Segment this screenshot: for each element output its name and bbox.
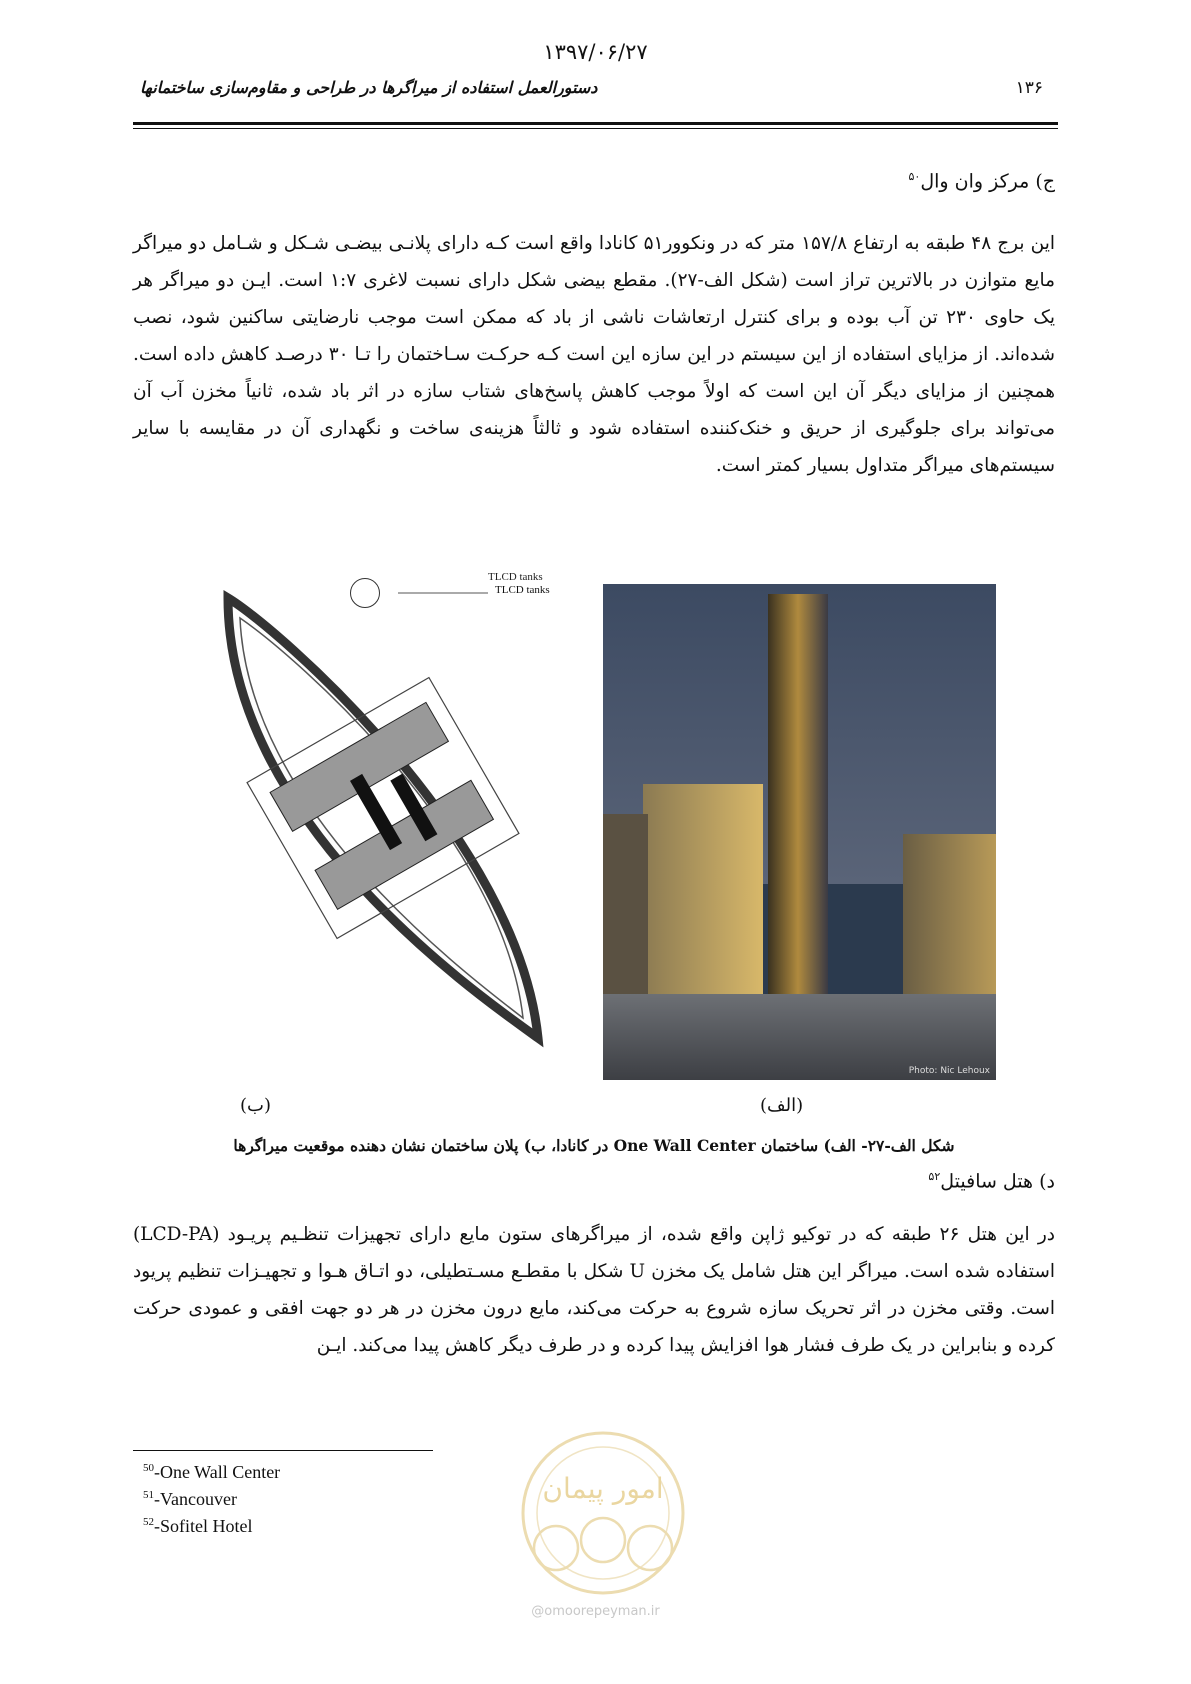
- page-number: ۱۳۶: [1015, 78, 1043, 98]
- page-date: ۱۳۹۷/۰۶/۲۷: [543, 40, 648, 64]
- tlcd-tanks-label: TLCD tanks: [488, 571, 543, 583]
- section-d-paragraph: در این هتل ۲۶ طبقه که در توکیو ژاپن واقع شده، از میراگرهای ستون مایع دارای تجهیزات تنظـیم پریـود (LCD-PA) استفاده شده است. میراگر این هتل شامل یک مخزن U شکل با مقطـع مسـتطیلی، دو اتـاق هـوا و تجهیـزات تنظیم پریود است. وقتی مخزن در اثر تحریک سازه شروع به حرکت می‌کند، مایع درون مخزن در هر دو جهت افقی و عمودی حرکت کرده و بنابراین در یک طرف فشار هوا افزایش پیدا کرده و در طرف دیگر کاهش پیدا می‌کند. ایـن: [133, 1224, 1056, 1356]
- section-c-paragraph: این برج ۴۸ طبقه به ارتفاع ۱۵۷/۸ متر که در ونکوور۵۱ کانادا واقع است کـه دارای پلانـی بیضـی شـکل و شـامل دو میراگر مایع متوازن در بالاترین تراز است (شکل الف-۲۷). مقطع بیضی شکل دارای نسبت لاغری ۱:۷ است. ایـن دو میراگر هر یک حاوی ۲۳۰ تن آب بوده و برای کنترل ارتعاشات ناشی از باد که ممکن است موجب نارضایتی ساکنین شود، نصب شده‌اند. از مزایای استفاده از این سیستم در این سازه این است کـه حرکـت سـاختمان را تـا ۳۰ درصـد کاهش داده است. همچنین از مزایای دیگر آن این است که اولاً موجب کاهش پاسخ‌های شتاب سازه در اثر باد شده، ثانیاً مخزن آب آن می‌تواند برای جلوگیری از حریق و خنک‌کننده استفاده شود و ثالثاً هزینه‌ی ساخت و نگهداری آن در مقایسه با سایر سیستم‌های میراگر متداول بسیار کمتر است.: [133, 233, 1055, 476]
- north-arrow-icon: [350, 578, 380, 608]
- figure-label-b: (ب): [240, 1095, 271, 1116]
- watermark-text: امور پیمان: [542, 1472, 664, 1505]
- tlcd-tanks-callout: TLCD tanks: [495, 584, 550, 596]
- section-d-heading-text: د) هتل سافیتل: [940, 1170, 1055, 1193]
- building-plan-drawing: [218, 571, 573, 1053]
- header-rule-thick: [133, 122, 1058, 125]
- section-c-heading-text: ج) مرکز وان وال: [920, 170, 1055, 193]
- footnote-text: -Vancouver: [154, 1489, 237, 1509]
- footnote-number: 52: [143, 1516, 154, 1528]
- footnote-text: -Sofitel Hotel: [154, 1516, 253, 1536]
- header-rule-thin: [133, 128, 1058, 129]
- footnote-51: [143, 1489, 237, 1510]
- photo-credit: Photo: Nic Lehoux: [908, 1066, 990, 1076]
- photo-far-left-building: [603, 814, 648, 1004]
- watermark-url: @omoorepeyman.ir: [531, 1604, 660, 1619]
- section-d-heading: [928, 1170, 1055, 1192]
- footnote-number: 51: [143, 1489, 154, 1501]
- photo-right-building: [903, 834, 996, 1004]
- figure-label-a: (الف): [760, 1095, 804, 1116]
- footnote-52: [143, 1516, 252, 1537]
- photo-left-building: [643, 784, 763, 1004]
- tower-photo: [603, 584, 996, 1080]
- footnote-text: -One Wall Center: [154, 1462, 281, 1482]
- footnote-ref-50: ۵۰: [908, 170, 921, 183]
- section-c-heading: [909, 170, 1055, 192]
- running-header-title: دستورالعمل استفاده از میراگرها در طراحی و مقاوم‌سازی ساختمانها: [140, 78, 598, 97]
- photo-tower: [768, 594, 828, 1014]
- footnote-50: [143, 1462, 280, 1483]
- watermark-logo: [496, 1428, 710, 1598]
- footnote-number: 50: [143, 1462, 154, 1474]
- figure-caption: شکل الف-۲۷- الف) ساختمان One Wall Center در کانادا، ب) پلان ساختمان نشان دهنده موقعیت میراگرها: [233, 1136, 955, 1155]
- footnote-rule: [133, 1450, 433, 1451]
- footnote-ref-52: ۵۲: [928, 1170, 941, 1183]
